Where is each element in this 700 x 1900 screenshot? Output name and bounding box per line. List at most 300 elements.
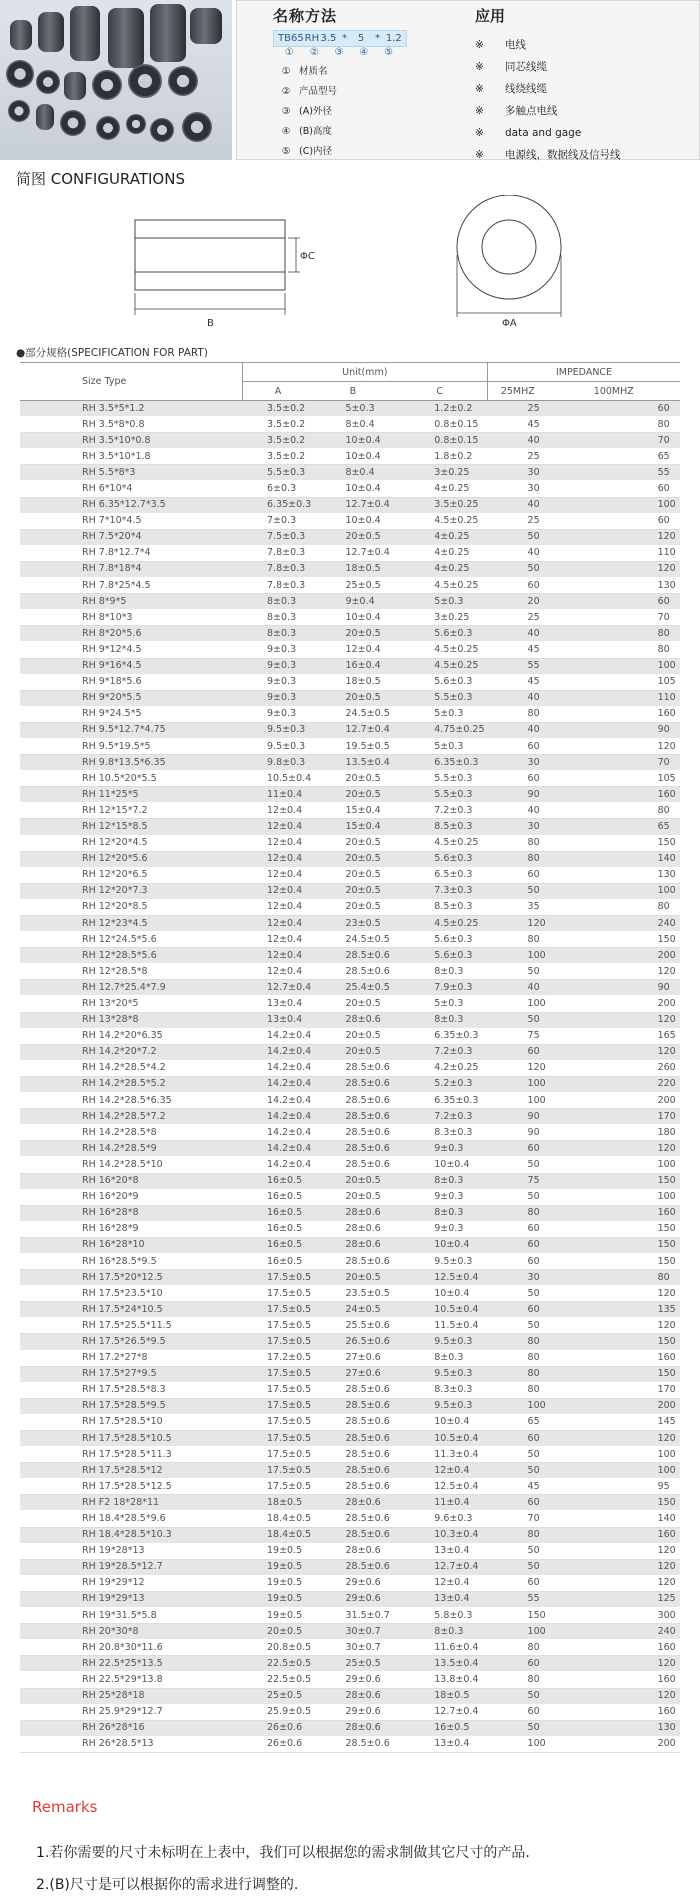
- cell-b: 10±0.4: [314, 449, 393, 465]
- cell-size-type: RH 19*31.5*5.8: [20, 1608, 242, 1624]
- cell-25mhz: 50: [488, 1157, 548, 1173]
- cell-a: 17.5±0.5: [242, 1318, 314, 1334]
- cell-size-type: RH 12*20*7.3: [20, 883, 242, 899]
- cell-b: 28.5±0.6: [314, 964, 393, 980]
- cell-a: 17.5±0.5: [242, 1414, 314, 1430]
- ferrite-core-image: [36, 104, 54, 130]
- cell-25mhz: 120: [488, 1060, 548, 1076]
- cell-size-type: RH 12.7*25.4*7.9: [20, 980, 242, 996]
- cell-b: 10±0.4: [314, 513, 393, 529]
- naming-legend-item: [273, 102, 453, 122]
- header-section: [0, 0, 700, 160]
- cell-100mhz: 100: [548, 1463, 680, 1479]
- table-row: [20, 1205, 680, 1221]
- cell-c: 5.6±0.3: [392, 948, 487, 964]
- table-row: [20, 610, 680, 626]
- cell-c: 5.6±0.3: [392, 932, 487, 948]
- cell-size-type: RH 13*28*8: [20, 1012, 242, 1028]
- cell-size-type: RH 20*30*8: [20, 1624, 242, 1640]
- cell-a: 20.8±0.5: [242, 1640, 314, 1656]
- ferrite-core-image: [10, 20, 32, 50]
- cell-b: 28±0.6: [314, 1237, 393, 1253]
- cell-a: 6.35±0.3: [242, 497, 314, 513]
- legend-index: ④: [281, 126, 291, 137]
- cell-a: 5.5±0.3: [242, 465, 314, 481]
- cell-size-type: RH 16*20*8: [20, 1173, 242, 1189]
- cell-c: 7.2±0.3: [392, 1109, 487, 1125]
- cell-25mhz: 30: [488, 819, 548, 835]
- cell-100mhz: 120: [548, 1431, 680, 1447]
- cell-25mhz: 45: [488, 674, 548, 690]
- cell-c: 4.5±0.25: [392, 916, 487, 932]
- naming-legend-item: [273, 142, 453, 162]
- cell-a: 14.2±0.4: [242, 1141, 314, 1157]
- cell-100mhz: 120: [548, 1688, 680, 1704]
- cell-100mhz: 120: [548, 738, 680, 754]
- cell-c: 6.35±0.3: [392, 1028, 487, 1044]
- table-row: [20, 1221, 680, 1237]
- cell-a: 8±0.3: [242, 594, 314, 610]
- cell-100mhz: 80: [548, 642, 680, 658]
- cell-b: 20±0.5: [314, 851, 393, 867]
- cell-a: 14.2±0.4: [242, 1044, 314, 1060]
- cell-100mhz: 130: [548, 1720, 680, 1736]
- cell-b: 28±0.6: [314, 1543, 393, 1559]
- application-item: [475, 56, 695, 78]
- cell-c: 18±0.5: [392, 1688, 487, 1704]
- cell-c: 5.6±0.3: [392, 851, 487, 867]
- cell-25mhz: 60: [488, 1575, 548, 1591]
- cell-100mhz: 120: [548, 1318, 680, 1334]
- cell-a: 14.2±0.4: [242, 1060, 314, 1076]
- table-row: [20, 1302, 680, 1318]
- cell-b: 28.5±0.6: [314, 1060, 393, 1076]
- application-item: [475, 34, 695, 56]
- cell-100mhz: 80: [548, 1270, 680, 1286]
- cell-100mhz: 130: [548, 867, 680, 883]
- table-row: [20, 1431, 680, 1447]
- code-index-row: [273, 47, 405, 58]
- table-row: [20, 1398, 680, 1414]
- cell-100mhz: 200: [548, 996, 680, 1012]
- cell-c: 4.5±0.25: [392, 513, 487, 529]
- table-header-row: [20, 363, 680, 382]
- cell-b: 28±0.6: [314, 1012, 393, 1028]
- table-row: [20, 1270, 680, 1286]
- cell-c: 6.35±0.3: [392, 1093, 487, 1109]
- cell-b: 13.5±0.4: [314, 755, 393, 771]
- cell-a: 18±0.5: [242, 1495, 314, 1511]
- ferrite-ring-image: [150, 118, 174, 142]
- cell-b: 28.5±0.6: [314, 948, 393, 964]
- cell-a: 26±0.6: [242, 1736, 314, 1752]
- cell-25mhz: 50: [488, 1286, 548, 1302]
- table-row: [20, 803, 680, 819]
- cell-b: 20±0.5: [314, 626, 393, 642]
- cell-25mhz: 30: [488, 1270, 548, 1286]
- table-row: [20, 481, 680, 497]
- cell-25mhz: 25: [488, 401, 548, 417]
- cell-a: 12±0.4: [242, 899, 314, 915]
- reference-mark-icon: ※: [475, 39, 484, 51]
- cell-25mhz: 60: [488, 1495, 548, 1511]
- cell-b: 28.5±0.6: [314, 1109, 393, 1125]
- cell-b: 20±0.5: [314, 867, 393, 883]
- cell-size-type: RH 12*28.5*5.6: [20, 948, 242, 964]
- cell-size-type: RH 14.2*28.5*7.2: [20, 1109, 242, 1125]
- table-row: [20, 1093, 680, 1109]
- naming-legend-item: [273, 82, 453, 102]
- cell-25mhz: 80: [488, 851, 548, 867]
- cell-25mhz: 75: [488, 1028, 548, 1044]
- cell-100mhz: 160: [548, 1350, 680, 1366]
- cell-c: 7.2±0.3: [392, 1044, 487, 1060]
- cell-size-type: RH 14.2*20*7.2: [20, 1044, 242, 1060]
- table-row: [20, 1672, 680, 1688]
- cell-c: 9.5±0.3: [392, 1366, 487, 1382]
- cell-size-type: RH 3.5*10*1.8: [20, 449, 242, 465]
- cell-b: 26.5±0.6: [314, 1334, 393, 1350]
- table-row: [20, 835, 680, 851]
- cell-size-type: RH 25.9*29*12.7: [20, 1704, 242, 1720]
- cell-size-type: RH 6*10*4: [20, 481, 242, 497]
- code-part: *: [342, 33, 348, 44]
- cell-a: 11±0.4: [242, 787, 314, 803]
- cell-size-type: RH 17.5*28.5*9.5: [20, 1398, 242, 1414]
- cell-25mhz: 40: [488, 626, 548, 642]
- cell-c: 13±0.4: [392, 1591, 487, 1607]
- cell-c: 5.5±0.3: [392, 787, 487, 803]
- code-index: ②: [309, 47, 319, 58]
- cell-size-type: RH 12*24.5*5.6: [20, 932, 242, 948]
- application-item: [475, 100, 695, 122]
- reference-mark-icon: ※: [475, 149, 484, 161]
- cell-c: 12±0.4: [392, 1463, 487, 1479]
- cell-a: 13±0.4: [242, 996, 314, 1012]
- cell-a: 19±0.5: [242, 1591, 314, 1607]
- naming-legend-item: [273, 122, 453, 142]
- cell-c: 4.2±0.25: [392, 1060, 487, 1076]
- cell-a: 12±0.4: [242, 819, 314, 835]
- cell-b: 29±0.6: [314, 1591, 393, 1607]
- naming-legend: [273, 62, 453, 162]
- cell-size-type: RH 12*20*8.5: [20, 899, 242, 915]
- cell-25mhz: 60: [488, 1221, 548, 1237]
- cell-25mhz: 50: [488, 964, 548, 980]
- cell-b: 15±0.4: [314, 803, 393, 819]
- naming-method: [273, 5, 453, 162]
- cell-a: 9.8±0.3: [242, 755, 314, 771]
- cell-100mhz: 165: [548, 1028, 680, 1044]
- cell-c: 5±0.3: [392, 594, 487, 610]
- cell-c: 8±0.3: [392, 964, 487, 980]
- cell-b: 12±0.4: [314, 642, 393, 658]
- cell-c: 4.5±0.25: [392, 578, 487, 594]
- cell-c: 6.35±0.3: [392, 755, 487, 771]
- cell-c: 8.3±0.3: [392, 1382, 487, 1398]
- cell-c: 1.8±0.2: [392, 449, 487, 465]
- cell-a: 9±0.3: [242, 642, 314, 658]
- cell-a: 17.5±0.5: [242, 1286, 314, 1302]
- cell-size-type: RH 17.5*28.5*10: [20, 1414, 242, 1430]
- cell-25mhz: 80: [488, 1350, 548, 1366]
- cell-25mhz: 80: [488, 1334, 548, 1350]
- legend-text: (A)外径: [299, 106, 332, 117]
- table-row: [20, 932, 680, 948]
- cell-b: 28.5±0.6: [314, 1141, 393, 1157]
- cell-25mhz: 30: [488, 755, 548, 771]
- table-row: [20, 980, 680, 996]
- table-row: [20, 899, 680, 915]
- cell-a: 17.5±0.5: [242, 1302, 314, 1318]
- cell-a: 12±0.4: [242, 932, 314, 948]
- cell-a: 12±0.4: [242, 867, 314, 883]
- cell-25mhz: 35: [488, 899, 548, 915]
- header-c: C: [392, 382, 487, 401]
- reference-mark-icon: ※: [475, 61, 484, 73]
- cell-25mhz: 120: [488, 916, 548, 932]
- cell-c: 10.5±0.4: [392, 1302, 487, 1318]
- cell-b: 28±0.6: [314, 1495, 393, 1511]
- cell-b: 28.5±0.6: [314, 1511, 393, 1527]
- cell-25mhz: 50: [488, 561, 548, 577]
- cell-size-type: RH 9.5*19.5*5: [20, 738, 242, 754]
- cell-a: 3.5±0.2: [242, 433, 314, 449]
- cell-size-type: RH F2 18*28*11: [20, 1495, 242, 1511]
- cell-a: 17.5±0.5: [242, 1334, 314, 1350]
- cell-100mhz: 150: [548, 932, 680, 948]
- table-row: [20, 1350, 680, 1366]
- cell-a: 12±0.4: [242, 851, 314, 867]
- cell-b: 20±0.5: [314, 771, 393, 787]
- cell-a: 3.5±0.2: [242, 401, 314, 417]
- cell-b: 25±0.5: [314, 578, 393, 594]
- cell-b: 20±0.5: [314, 529, 393, 545]
- cell-100mhz: 55: [548, 465, 680, 481]
- cell-c: 9±0.3: [392, 1221, 487, 1237]
- cell-25mhz: 50: [488, 1447, 548, 1463]
- cell-100mhz: 110: [548, 690, 680, 706]
- cell-b: 27±0.6: [314, 1350, 393, 1366]
- ferrite-ring-image: [60, 110, 86, 136]
- cell-b: 20±0.5: [314, 1044, 393, 1060]
- remark-1: 1.若你需要的尺寸未标明在上表中，我们可以根据您的需求制做其它尺寸的产品.: [36, 1845, 530, 1861]
- cell-b: 25±0.5: [314, 1656, 393, 1672]
- cell-25mhz: 45: [488, 417, 548, 433]
- product-photo: [0, 0, 232, 160]
- cell-100mhz: 130: [548, 578, 680, 594]
- cell-100mhz: 120: [548, 1286, 680, 1302]
- cell-c: 10±0.4: [392, 1157, 487, 1173]
- cell-a: 16±0.5: [242, 1205, 314, 1221]
- cell-100mhz: 150: [548, 1253, 680, 1269]
- cell-a: 20±0.5: [242, 1624, 314, 1640]
- application-item: [475, 78, 695, 100]
- cell-25mhz: 60: [488, 867, 548, 883]
- cell-c: 5.8±0.3: [392, 1608, 487, 1624]
- table-row: [20, 706, 680, 722]
- cell-b: 10±0.4: [314, 433, 393, 449]
- cell-size-type: RH 12*20*5.6: [20, 851, 242, 867]
- table-row: [20, 1189, 680, 1205]
- cell-25mhz: 50: [488, 1688, 548, 1704]
- cell-size-type: RH 9*12*4.5: [20, 642, 242, 658]
- table-row: [20, 867, 680, 883]
- cell-a: 18.4±0.5: [242, 1511, 314, 1527]
- cell-a: 3.5±0.2: [242, 417, 314, 433]
- cell-100mhz: 260: [548, 1060, 680, 1076]
- cell-25mhz: 25: [488, 610, 548, 626]
- cell-size-type: RH 19*29*12: [20, 1575, 242, 1591]
- cell-c: 5.5±0.3: [392, 771, 487, 787]
- cell-b: 20±0.5: [314, 1173, 393, 1189]
- cell-25mhz: 80: [488, 1205, 548, 1221]
- cell-c: 4.5±0.25: [392, 642, 487, 658]
- cell-25mhz: 40: [488, 545, 548, 561]
- code-part: TB65: [278, 33, 304, 44]
- cell-a: 12±0.4: [242, 883, 314, 899]
- cell-b: 28.5±0.6: [314, 1253, 393, 1269]
- cell-a: 25.9±0.5: [242, 1704, 314, 1720]
- cell-100mhz: 60: [548, 594, 680, 610]
- cell-25mhz: 80: [488, 1366, 548, 1382]
- cell-b: 28±0.6: [314, 1688, 393, 1704]
- cell-100mhz: 170: [548, 1109, 680, 1125]
- cell-100mhz: 80: [548, 417, 680, 433]
- cell-size-type: RH 18.4*28.5*9.6: [20, 1511, 242, 1527]
- cell-b: 20±0.5: [314, 883, 393, 899]
- cell-b: 28.5±0.6: [314, 1076, 393, 1092]
- cell-100mhz: 60: [548, 481, 680, 497]
- table-row: [20, 497, 680, 513]
- ferrite-ring-image: [168, 66, 198, 96]
- cell-a: 14.2±0.4: [242, 1157, 314, 1173]
- table-row: [20, 626, 680, 642]
- table-row: [20, 1624, 680, 1640]
- cell-b: 19.5±0.5: [314, 738, 393, 754]
- cell-c: 12±0.4: [392, 1575, 487, 1591]
- table-row: [20, 529, 680, 545]
- table-row: [20, 578, 680, 594]
- cell-c: 8±0.3: [392, 1205, 487, 1221]
- header-size-type: Size Type: [20, 363, 242, 401]
- cell-a: 19±0.5: [242, 1575, 314, 1591]
- cell-25mhz: 100: [488, 948, 548, 964]
- cell-c: 5.2±0.3: [392, 1076, 487, 1092]
- cell-a: 17.5±0.5: [242, 1382, 314, 1398]
- code-part: 5: [357, 33, 365, 44]
- cell-a: 9±0.3: [242, 690, 314, 706]
- cell-100mhz: 100: [548, 658, 680, 674]
- cell-100mhz: 200: [548, 948, 680, 964]
- cell-c: 10±0.4: [392, 1414, 487, 1430]
- table-row: [20, 787, 680, 803]
- cell-25mhz: 50: [488, 1189, 548, 1205]
- cell-25mhz: 30: [488, 465, 548, 481]
- cell-size-type: RH 12*28.5*8: [20, 964, 242, 980]
- cell-100mhz: 60: [548, 513, 680, 529]
- cell-c: 12.7±0.4: [392, 1704, 487, 1720]
- cell-size-type: RH 9*16*4.5: [20, 658, 242, 674]
- cell-100mhz: 65: [548, 819, 680, 835]
- cell-25mhz: 60: [488, 1704, 548, 1720]
- code-index: ①: [284, 47, 294, 58]
- cell-a: 14.2±0.4: [242, 1076, 314, 1092]
- cell-size-type: RH 17.5*28.5*12: [20, 1463, 242, 1479]
- cell-b: 25.4±0.5: [314, 980, 393, 996]
- table-row: [20, 948, 680, 964]
- cell-b: 10±0.4: [314, 481, 393, 497]
- table-row: [20, 561, 680, 577]
- cell-a: 16±0.5: [242, 1189, 314, 1205]
- cell-25mhz: 90: [488, 1109, 548, 1125]
- cell-c: 9.6±0.3: [392, 1511, 487, 1527]
- cell-100mhz: 150: [548, 1221, 680, 1237]
- cell-size-type: RH 12*20*6.5: [20, 867, 242, 883]
- cell-size-type: RH 26*28.5*13: [20, 1736, 242, 1752]
- cell-100mhz: 220: [548, 1076, 680, 1092]
- cell-size-type: RH 19*28*13: [20, 1543, 242, 1559]
- cell-25mhz: 20: [488, 594, 548, 610]
- cell-b: 28.5±0.6: [314, 1398, 393, 1414]
- cell-a: 7±0.3: [242, 513, 314, 529]
- cell-100mhz: 110: [548, 545, 680, 561]
- cell-100mhz: 105: [548, 674, 680, 690]
- cell-a: 17.5±0.5: [242, 1479, 314, 1495]
- cell-c: 12.7±0.4: [392, 1559, 487, 1575]
- cell-c: 4.75±0.25: [392, 722, 487, 738]
- cell-c: 8±0.3: [392, 1350, 487, 1366]
- cell-a: 14.2±0.4: [242, 1093, 314, 1109]
- cell-25mhz: 60: [488, 1141, 548, 1157]
- table-row: [20, 1591, 680, 1607]
- cell-b: 15±0.4: [314, 819, 393, 835]
- cell-25mhz: 50: [488, 1463, 548, 1479]
- table-row: [20, 1414, 680, 1430]
- cell-c: 4±0.25: [392, 481, 487, 497]
- cell-25mhz: 80: [488, 932, 548, 948]
- table-row: [20, 545, 680, 561]
- cell-size-type: RH 19*28.5*12.7: [20, 1559, 242, 1575]
- cell-size-type: RH 9.8*13.5*6.35: [20, 755, 242, 771]
- table-row: [20, 1044, 680, 1060]
- cell-size-type: RH 14.2*28.5*9: [20, 1141, 242, 1157]
- ferrite-ring-image: [128, 64, 162, 98]
- cell-c: 9.5±0.3: [392, 1334, 487, 1350]
- ferrite-ring-image: [8, 100, 30, 122]
- cell-25mhz: 50: [488, 883, 548, 899]
- cell-size-type: RH 14.2*28.5*6.35: [20, 1093, 242, 1109]
- cell-c: 11.5±0.4: [392, 1318, 487, 1334]
- table-row: [20, 1656, 680, 1672]
- cell-b: 28.5±0.6: [314, 1559, 393, 1575]
- cell-a: 12±0.4: [242, 803, 314, 819]
- cell-size-type: RH 22.5*29*13.8: [20, 1672, 242, 1688]
- cell-b: 29±0.6: [314, 1672, 393, 1688]
- cell-b: 28.5±0.6: [314, 1736, 393, 1752]
- cell-size-type: RH 9*18*5.6: [20, 674, 242, 690]
- cell-size-type: RH 12*15*8.5: [20, 819, 242, 835]
- cell-100mhz: 150: [548, 1366, 680, 1382]
- cell-size-type: RH 9.5*12.7*4.75: [20, 722, 242, 738]
- cell-100mhz: 90: [548, 980, 680, 996]
- code-part: RH: [304, 33, 320, 44]
- table-row: [20, 449, 680, 465]
- cell-size-type: RH 17.5*20*12.5: [20, 1270, 242, 1286]
- cell-100mhz: 150: [548, 1237, 680, 1253]
- cell-c: 16±0.5: [392, 1720, 487, 1736]
- cell-size-type: RH 8*9*5: [20, 594, 242, 610]
